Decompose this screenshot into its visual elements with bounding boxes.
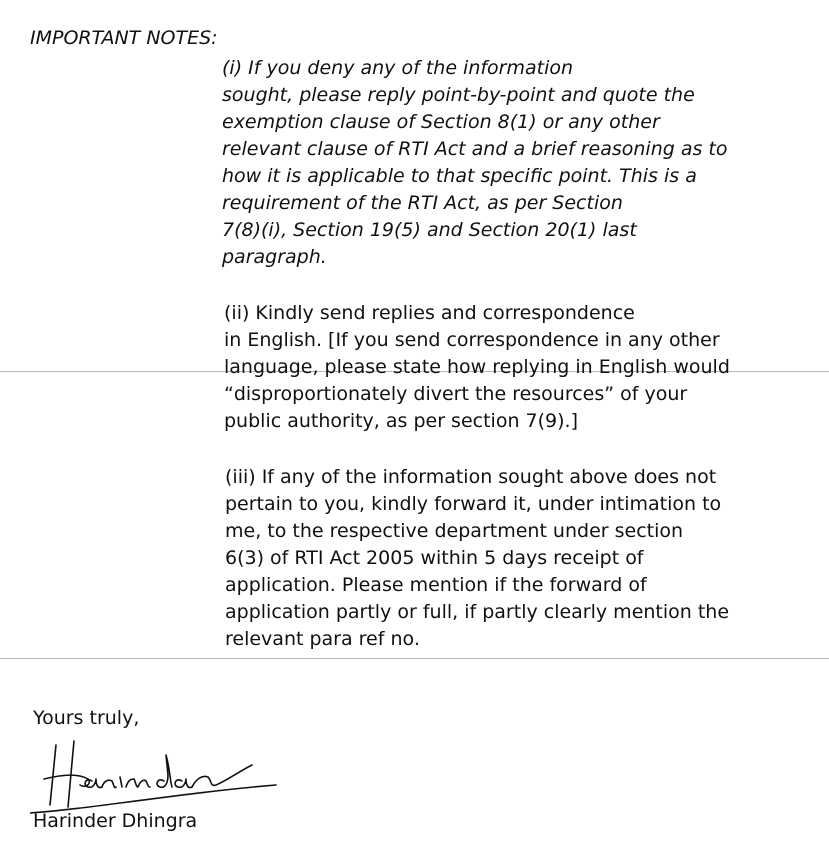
- note-line: pertain to you, kindly forward it, under intimation to: [225, 493, 722, 515]
- note-line: “disproportionately divert the resources” of your: [224, 383, 688, 405]
- important-notes-heading: IMPORTANT NOTES:: [30, 27, 218, 49]
- note-line: 6(3) of RTI Act 2005 within 5 days receipt of: [225, 547, 644, 569]
- note-line: relevant clause of RTI Act and a brief reasoning as to: [222, 138, 728, 160]
- note-line: (iii) If any of the information sought above does not: [225, 466, 717, 488]
- closing-salutation: Yours truly,: [33, 707, 140, 729]
- note-line: relevant para ref no.: [225, 628, 420, 650]
- note-line: me, to the respective department under section: [225, 520, 684, 542]
- note-line: in English. [If you send correspondence in any other: [224, 329, 720, 351]
- note-line: paragraph.: [222, 246, 327, 268]
- signer-name: Harinder Dhingra: [33, 810, 198, 832]
- note-line: application. Please mention if the forward of: [225, 574, 647, 596]
- note-line: how it is applicable to that specific point. This is a: [222, 165, 697, 187]
- scan-artifact-line: [0, 658, 829, 659]
- note-line: (ii) Kindly send replies and correspondence: [224, 302, 635, 324]
- note-line: sought, please reply point-by-point and quote the: [222, 84, 695, 106]
- note-line: (i) If you deny any of the information: [222, 57, 574, 79]
- note-line: language, please state how replying in English would: [224, 356, 730, 378]
- note-line: 7(8)(i), Section 19(5) and Section 20(1) last: [222, 219, 637, 241]
- note-line: public authority, as per section 7(9).]: [224, 410, 578, 432]
- note-line: requirement of the RTI Act, as per Section: [222, 192, 623, 214]
- handwritten-signature: [30, 735, 290, 815]
- note-line: application partly or full, if partly clearly mention the: [225, 601, 730, 623]
- note-line: exemption clause of Section 8(1) or any other: [222, 111, 660, 133]
